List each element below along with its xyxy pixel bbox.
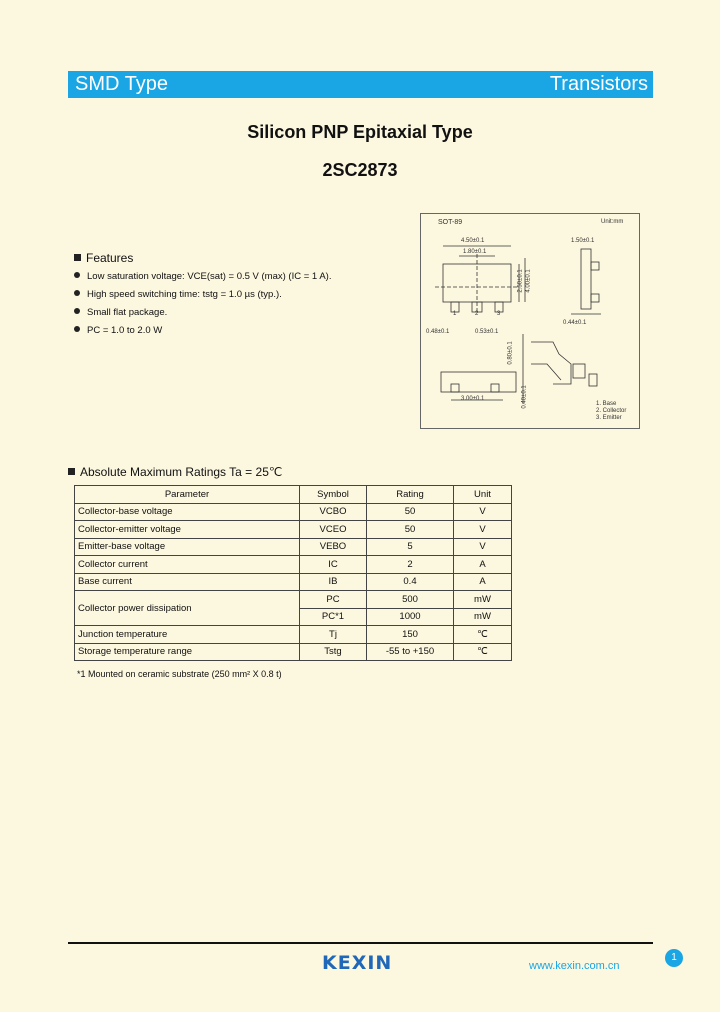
cell-parameter: Storage temperature range [75,643,300,661]
header-bar [68,71,653,98]
cell-parameter: Collector-base voltage [75,503,300,521]
cell-unit: A [454,556,512,574]
header-category: SMD Type [75,73,168,95]
cell-rating: 150 [367,626,454,644]
table-row [75,643,512,661]
cell-unit: V [454,521,512,539]
pin-label: 1 [453,311,457,317]
dim-label: 4.00±0.1 [525,269,532,293]
pin-label: 2 [475,311,479,317]
column-header: Unit [454,486,512,504]
list-item: PC = 1.0 to 2.0 W [74,324,331,342]
package-outline-drawing [420,213,640,429]
dim-label: 1.50±0.1 [571,238,595,244]
table-row [75,538,512,556]
pin-legend: 1. Base [596,401,617,407]
header-product-type: Transistors [549,73,648,95]
ratings-heading-text: Absolute Maximum Ratings Ta = 25℃ [80,465,283,479]
table-row [75,556,512,574]
cell-symbol: PC [300,591,367,609]
dim-label: 4.50±0.1 [461,238,485,244]
dim-label: 0.48±0.1 [426,329,450,335]
bullet-square-icon [68,468,75,475]
cell-unit: ℃ [454,626,512,644]
cell-symbol: Tj [300,626,367,644]
cell-unit: ℃ [454,643,512,661]
page-number-badge: 1 [665,949,683,967]
package-name: SOT-89 [438,219,463,226]
page-title: Silicon PNP Epitaxial Type [247,122,473,142]
bullet-dot-icon [74,290,80,296]
cell-parameter: Collector current [75,556,300,574]
cell-unit: mW [454,591,512,609]
pin-legend: 2. Collector [596,408,627,414]
dim-label: 0.53±0.1 [475,329,499,335]
column-header: Rating [367,486,454,504]
cell-rating: 500 [367,591,454,609]
pin-legend: 3. Emitter [596,415,622,421]
bullet-dot-icon [74,308,80,314]
cell-rating: 1000 [367,608,454,626]
cell-unit: V [454,503,512,521]
dim-label: 3.00±0.1 [461,396,485,402]
dim-label: 1.80±0.1 [463,249,487,255]
column-header: Parameter [75,486,300,504]
dim-label: 0.44±0.1 [563,320,587,326]
cell-rating: 2 [367,556,454,574]
cell-rating: 50 [367,521,454,539]
table-row [75,591,512,609]
cell-parameter: Junction temperature [75,626,300,644]
cell-rating: 50 [367,503,454,521]
cell-parameter: Collector-emitter voltage [75,521,300,539]
table-header-row [75,486,512,504]
cell-rating: -55 to +150 [367,643,454,661]
cell-symbol: PC*1 [300,608,367,626]
ratings-footnote: *1 Mounted on ceramic substrate (250 mm² X 0.8 t) [77,669,282,679]
features-list [74,270,331,342]
package-drawing-svg [421,214,639,428]
cell-parameter: Base current [75,573,300,591]
table-row [75,503,512,521]
pin-label: 3 [497,311,501,317]
list-item: Small flat package. [74,306,331,324]
kexin-logo: KEXIN [322,952,393,974]
bullet-square-icon [74,254,81,261]
cell-symbol: VCEO [300,521,367,539]
ratings-heading [68,465,282,479]
cell-symbol: IB [300,573,367,591]
cell-unit: mW [454,608,512,626]
table-row [75,573,512,591]
bullet-dot-icon [74,326,80,332]
cell-symbol: VCBO [300,503,367,521]
cell-symbol: VEBO [300,538,367,556]
list-item: High speed switching time: tstg = 1.0 µs (typ.). [74,288,331,306]
column-header: Symbol [300,486,367,504]
cell-symbol: Tstg [300,643,367,661]
dim-label: 2.50±0.1 [517,269,524,293]
footer-divider [68,942,653,944]
website-link[interactable]: www.kexin.com.cn [529,960,620,972]
cell-symbol: IC [300,556,367,574]
table-row [75,521,512,539]
features-heading-text: Features [86,251,134,265]
features-heading [74,251,133,265]
part-number: 2SC2873 [322,160,398,180]
cell-rating: 0.4 [367,573,454,591]
cell-unit: A [454,573,512,591]
table-row [75,626,512,644]
cell-rating: 5 [367,538,454,556]
bullet-dot-icon [74,272,80,278]
package-unit: Unit:mm [601,219,624,225]
dim-label: 0.40±0.1 [521,385,528,409]
list-item: Low saturation voltage: VCE(sat) = 0.5 V (max) (IC = 1 A). [74,270,331,288]
cell-unit: V [454,538,512,556]
ratings-table [74,485,512,661]
cell-parameter: Collector power dissipation [75,591,300,626]
cell-parameter: Emitter-base voltage [75,538,300,556]
dim-label: 0.80±0.1 [507,341,514,365]
